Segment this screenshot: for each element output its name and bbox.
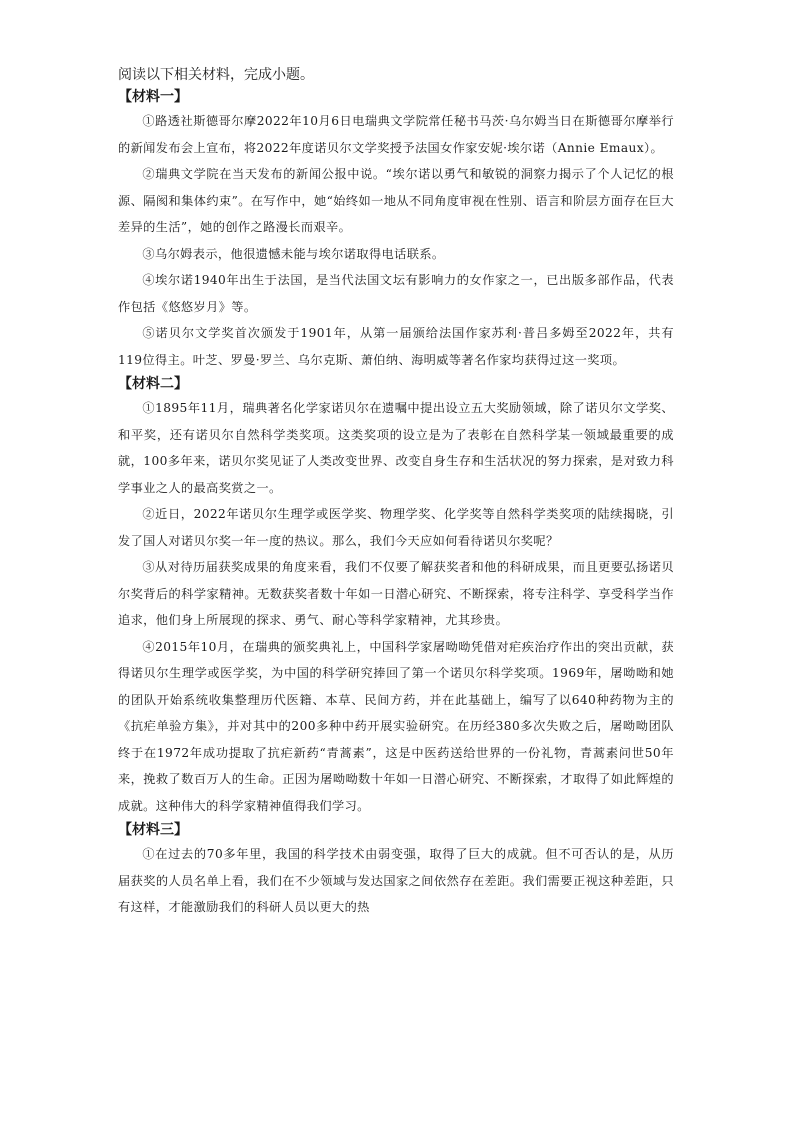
paragraph: ①1895年11月，瑞典著名化学家诺贝尔在遗嘱中提出设立五大奖励领域，除了诺贝尔文学奖、和平奖，还有诺贝尔自然科学类奖项。这类奖项的设立是为了表彰在自然科学某一领域最重要的成就，100多年来，诺贝尔奖见证了人类改变世界、改变自身生存和生活状况的努力探索，是对致力科学事业之人的最高奖赏之一。 bbox=[118, 401, 674, 495]
section-heading: 【材料三】 bbox=[118, 822, 188, 838]
section-heading: 【材料二】 bbox=[118, 376, 188, 392]
instruction-text: 阅读以下相关材料，完成小题。 bbox=[118, 67, 314, 83]
paragraph: ③乌尔姆表示，他很遗憾未能与埃尔诺取得电话联系。 bbox=[142, 246, 445, 261]
paragraph: ①路透社斯德哥尔摩2022年10月6日电瑞典文学院常任秘书马茨·乌尔姆当日在斯德哥尔摩举行的新闻发布会上宣布，将2022年度诺贝尔文学奖授予法国女作家安妮·埃尔诺（Annie Emaux）。 bbox=[118, 114, 674, 155]
material-section-3 bbox=[118, 819, 674, 921]
paragraph: ②瑞典文学院在当天发布的新闻公报中说。“埃尔诺以勇气和敏锐的洞察力揭示了个人记忆的根源、隔阂和集体约束”。在写作中，她“始终如一地从不同角度审视在性别、语言和阶层方面存在巨大差异的生活”，她的创作之路漫长而艰辛。 bbox=[118, 167, 674, 234]
paragraph: ⑤诺贝尔文学奖首次颁发于1901年，从第一届颁给法国作家苏利·普吕多姆至2022年，共有119位得主。叶芝、罗曼·罗兰、乌尔克斯、萧伯纳、海明威等著名作家均获得过这一奖项。 bbox=[118, 326, 674, 367]
paragraph: ④埃尔诺1940年出生于法国，是当代法国文坛有影响力的女作家之一，已出版多部作品，代表作包括《悠悠岁月》等。 bbox=[118, 273, 674, 314]
paragraph: ③从对待历届获奖成果的角度来看，我们不仅要了解获奖者和他的科研成果，而且更要弘扬诺贝尔奖背后的科学家精神。无数获奖者数十年如一日潜心研究、不断探索，将专注科学、享受科学当作追求，他们身上所展现的探求、勇气、耐心等科学家精神，尤其珍贵。 bbox=[118, 560, 674, 627]
material-section-1 bbox=[118, 86, 674, 373]
section-heading: 【材料一】 bbox=[118, 89, 188, 105]
paragraph: ④2015年10月，在瑞典的颁奖典礼上，中国科学家屠呦呦凭借对疟疾治疗作出的突出贡献，获得诺贝尔生理学或医学奖，为中国的科学研究捧回了第一个诺贝尔科学奖项。1969年，屠呦呦和她的团队开始系统收集整理历代医籍、本草、民间方药，并在此基础上，编写了以640种药物为主的《抗疟单验方集》，并对其中的200多种中药开展实验研究。在历经380多次失败之后，屠呦呦团队终于在1972年成功提取了抗疟新药“青蒿素”，这是中医药送给世界的一份礼物，青蒿素问世50年来，挽救了数百万人的生命。正因为屠呦呦数十年如一日潜心研究、不断探索，才取得了如此辉煌的成就。这种伟大的科学家精神值得我们学习。 bbox=[118, 639, 674, 813]
paragraph: ①在过去的70多年里，我国的科学技术由弱变强，取得了巨大的成就。但不可否认的是，从历届获奖的人员名单上看，我们在不少领域与发达国家之间依然存在差距。我们需要正视这种差距，只有这样，才能激励我们的科研人员以更大的热 bbox=[118, 847, 674, 914]
material-section-2 bbox=[118, 373, 674, 819]
document-page bbox=[118, 64, 674, 921]
paragraph: ②近日，2022年诺贝尔生理学或医学奖、物理学奖、化学奖等自然科学类奖项的陆续揭晓，引发了国人对诺贝尔奖一年一度的热议。那么，我们今天应如何看待诺贝尔奖呢？ bbox=[118, 507, 674, 548]
